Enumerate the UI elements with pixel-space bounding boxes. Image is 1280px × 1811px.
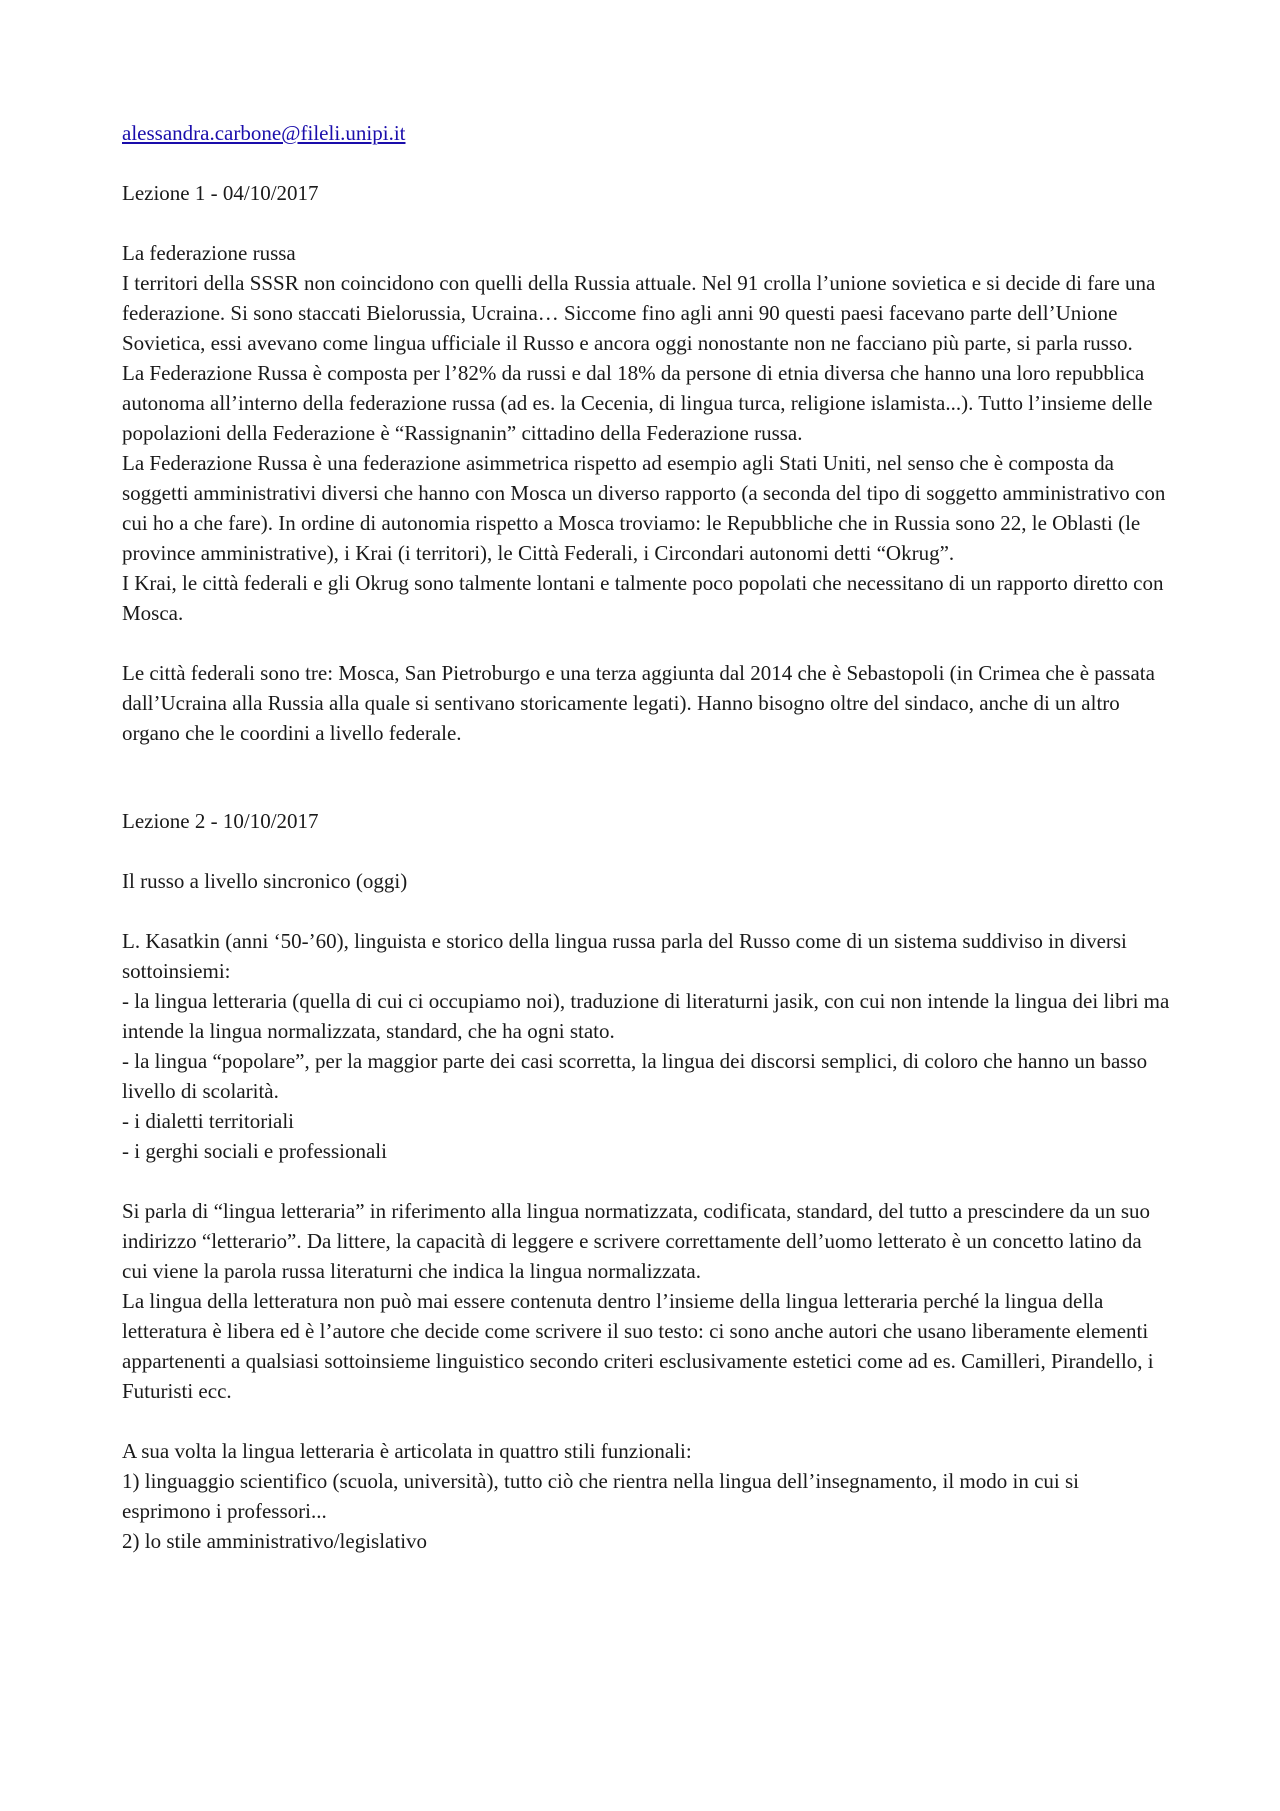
lesson2-paragraph-1: Si parla di “lingua letteraria” in riferimento alla lingua normatizzata, codificata, standard, del tutto a prescindere da un suo indirizzo “letterario”. Da littere, la capacità di leggere e scrivere correttamente dell’uomo letterato è un concetto latino da cui viene la parola russa literaturni che indica la lingua normalizzata.	[122, 1199, 1151, 1283]
lesson2-intro: L. Kasatkin (anni ‘50-’60), linguista e storico della lingua russa parla del Russo come di un sistema suddiviso in diversi sottoinsiemi:	[122, 929, 1127, 983]
spacer	[122, 836, 1172, 866]
spacer	[122, 1166, 1172, 1196]
spacer	[122, 896, 1172, 926]
list-item: 2) lo stile amministrativo/legislativo	[122, 1529, 428, 1553]
lesson1-paragraph-3: La Federazione Russa è una federazione asimmetrica rispetto ad esempio agli Stati Uniti, nel senso che è composta da soggetti amministrativi diversi che hanno con Mosca un diverso rapporto (a seconda del tipo di soggetto amministrativo con cui ho a che fare). In ordine di autonomia rispetto a Mosca troviamo: le Repubbliche che in Russia sono 22, le Oblasti (le province amministrative), i Krai (i territori), le Città Federali, i Circondari autonomi detti “Okrug”.	[122, 451, 1166, 565]
lesson1-paragraph-4: I Krai, le città federali e gli Okrug sono talmente lontani e talmente poco popolati che necessitano di un rapporto diretto con Mosca.	[122, 571, 1164, 625]
document-page	[122, 118, 1172, 1556]
email-link[interactable]: alessandra.carbone@fileli.unipi.it	[122, 121, 406, 145]
lesson1-paragraph-1: I territori della SSSR non coincidono con quelli della Russia attuale. Nel 91 crolla l’unione sovietica e si decide di fare una federazione. Si sono staccati Bielorussia, Ucraina… Siccome fino agli anni 90 questi paesi facevano parte dell’Unione Sovietica, essi avevano come lingua ufficiale il Russo e ancora oggi nonostante non ne facciano più parte, si parla russo.	[122, 271, 1156, 355]
list-item: 1) linguaggio scientifico (scuola, università), tutto ciò che rientra nella lingua dell’insegnamento, il modo in cui si esprimono i professori...	[122, 1469, 1079, 1523]
spacer	[122, 1406, 1172, 1436]
list-item: - i dialetti territoriali	[122, 1109, 295, 1133]
lesson1-heading: Lezione 1 - 04/10/2017	[122, 181, 319, 205]
lesson1-section-title: La federazione russa	[122, 241, 296, 265]
lesson2-section-title: Il russo a livello sincronico (oggi)	[122, 869, 408, 893]
list-item: - i gerghi sociali e professionali	[122, 1139, 387, 1163]
spacer	[122, 148, 1172, 178]
lesson2-paragraph-2: La lingua della letteratura non può mai essere contenuta dentro l’insieme della lingua letteraria perché la lingua della letteratura è libera ed è l’autore che decide come scrivere il suo testo: ci sono anche autori che usano liberamente elementi appartenenti a qualsiasi sottoinsieme linguistico secondo criteri esclusivamente estetici come ad es. Camilleri, Pirandello, i Futuristi ecc.	[122, 1289, 1154, 1403]
list-item: - la lingua letteraria (quella di cui ci occupiamo noi), traduzione di literaturni jasik, con cui non intende la lingua dei libri ma intende la lingua normalizzata, standard, che ha ogni stato.	[122, 989, 1170, 1043]
styles-intro: A sua volta la lingua letteraria è articolata in quattro stili funzionali:	[122, 1439, 692, 1463]
list-item: - la lingua “popolare”, per la maggior parte dei casi scorretta, la lingua dei discorsi semplici, di coloro che hanno un basso livello di scolarità.	[122, 1049, 1148, 1103]
lesson1-paragraph-2: La Federazione Russa è composta per l’82% da russi e dal 18% da persone di etnia diversa che hanno una loro repubblica autonoma all’interno della federazione russa (ad es. la Cecenia, di lingua turca, religione islamista...). Tutto l’insieme delle popolazioni della Federazione è “Rassignanin” cittadino della Federazione russa.	[122, 361, 1153, 445]
email-link-line	[122, 118, 1172, 148]
spacer	[122, 208, 1172, 238]
lesson2-heading: Lezione 2 - 10/10/2017	[122, 809, 319, 833]
spacer	[122, 748, 1172, 806]
lesson1-paragraph-5: Le città federali sono tre: Mosca, San Pietroburgo e una terza aggiunta dal 2014 che è Sebastopoli (in Crimea che è passata dall’Ucraina alla Russia alla quale si sentivano storicamente legati). Hanno bisogno oltre del sindaco, anche di un altro organo che le coordini a livello federale.	[122, 661, 1155, 745]
spacer	[122, 628, 1172, 658]
